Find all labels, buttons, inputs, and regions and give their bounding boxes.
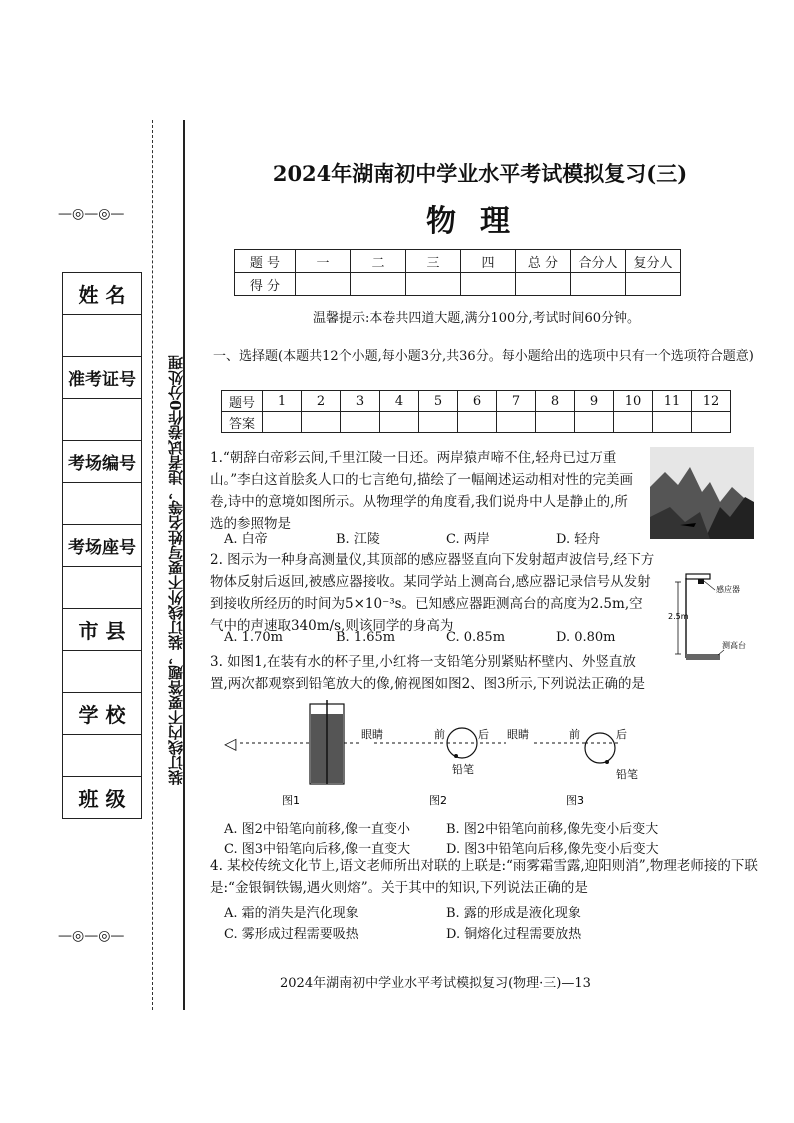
- score-header: 二: [351, 250, 406, 273]
- answer-cell[interactable]: [692, 412, 731, 433]
- svg-text:◁: ◁: [224, 734, 237, 753]
- seat-field[interactable]: [63, 567, 142, 609]
- q4-option-a[interactable]: A. 霜的消失是汽化现象: [224, 906, 359, 921]
- room-field[interactable]: [63, 483, 142, 525]
- name-field[interactable]: [63, 315, 142, 357]
- page-title: 2024年湖南初中学业水平考试模拟复习(三): [272, 161, 688, 186]
- answer-cell[interactable]: [614, 412, 653, 433]
- city-field[interactable]: [63, 651, 142, 693]
- answer-row-label: 答案: [222, 412, 263, 433]
- score-header: 三: [406, 250, 461, 273]
- answer-question-number: 10: [614, 391, 653, 412]
- q3-front-label-2: 前: [434, 728, 445, 741]
- answer-question-number: 12: [692, 391, 731, 412]
- q2-option-c[interactable]: C. 0.85m: [446, 630, 506, 645]
- school-label: 学 校: [63, 693, 142, 735]
- answer-cell[interactable]: [497, 412, 536, 433]
- answer-cell[interactable]: [263, 412, 302, 433]
- section-heading: 一、选择题(本题共12个小题,每小题3分,共36分。每小题给出的选项中只有一个选项符合题意): [213, 349, 754, 364]
- answer-cell[interactable]: [536, 412, 575, 433]
- exam-tip: 温馨提示:本卷共四道大题,满分100分,考试时间60分钟。: [313, 311, 640, 326]
- score-header: 合分人: [571, 250, 626, 273]
- q3-option-a[interactable]: A. 图2中铅笔向前移,像一直变小: [224, 822, 411, 837]
- class-label: 班 级: [63, 777, 142, 819]
- score-header: 总 分: [516, 250, 571, 273]
- q3-fig1-label: 图1: [282, 794, 300, 807]
- answer-cell[interactable]: [458, 412, 497, 433]
- city-label: 市 县: [63, 609, 142, 651]
- seat-label: 考场座号: [63, 525, 142, 567]
- score-cell[interactable]: [296, 273, 351, 296]
- answer-question-number: 6: [458, 391, 497, 412]
- score-cell[interactable]: [461, 273, 516, 296]
- answer-header-label: 题号: [222, 391, 263, 412]
- q3-back-label-3: 后: [616, 728, 627, 741]
- score-table: [234, 249, 681, 296]
- q3-figures: [224, 696, 664, 811]
- score-header: 题 号: [235, 250, 296, 273]
- q3-pencil-label-2: 铅笔: [452, 763, 474, 776]
- score-header: 一: [296, 250, 351, 273]
- q3-option-d[interactable]: D. 图3中铅笔向后移,像先变小后变大: [446, 842, 659, 857]
- score-cell[interactable]: [626, 273, 681, 296]
- q1-option-c[interactable]: C. 两岸: [446, 532, 490, 547]
- score-cell[interactable]: [406, 273, 461, 296]
- answer-cell[interactable]: [653, 412, 692, 433]
- q2-sensor-label: 感应器: [716, 585, 740, 594]
- answer-question-number: 2: [302, 391, 341, 412]
- q2-option-b[interactable]: B. 1.65m: [336, 630, 396, 645]
- q4-option-b[interactable]: B. 露的形成是液化现象: [446, 906, 581, 921]
- candidate-info-table: [62, 272, 142, 819]
- school-field[interactable]: [63, 735, 142, 777]
- name-label: 姓 名: [63, 273, 142, 315]
- page-footer: 2024年湖南初中学业水平考试模拟复习(物理·三)—13: [280, 976, 591, 991]
- q3-eye-label-2: 眼睛: [507, 728, 529, 741]
- question-2: 2. 图示为一种身高测量仪,其顶部的感应器竖直向下发射超声波信号,经下方物体反射后返回,被感应器接收。某同学站上测高台,感应器记录信号从发射到接收所经历的时间为5×10⁻³s。已知感应器距测高台的高度为2.5m,空气中的声速取340m/s,则该同学的身高为: [210, 552, 655, 634]
- room-label: 考场编号: [63, 441, 142, 483]
- q1-option-d[interactable]: D. 轻舟: [556, 532, 601, 547]
- q3-fig2-label: 图2: [429, 794, 447, 807]
- exam-id-label: 准考证号: [63, 357, 142, 399]
- answer-question-number: 5: [419, 391, 458, 412]
- question-1: 1.“朝辞白帝彩云间,千里江陵一日还。两岸猿声啼不住,轻舟已过万重山。”李白这首脍炙人口的七言绝句,描绘了一幅阐述运动相对性的完美画卷,诗中的意境如图所示。从物理学的角度看,我们说舟中人是静止的,所选的参照物是: [210, 450, 633, 532]
- binding-rings-bottom: —◎—◎—: [58, 928, 125, 944]
- q1-option-b[interactable]: B. 江陵: [336, 532, 380, 547]
- answer-question-number: 3: [341, 391, 380, 412]
- answer-cell[interactable]: [302, 412, 341, 433]
- question-3: 3. 如图1,在装有水的杯子里,小红将一支铅笔分别紧贴杯壁内、外竖直放置,两次都观察到铅笔放大的像,俯视图如图2、图3所示,下列说法正确的是: [210, 654, 646, 692]
- q4-option-d[interactable]: D. 铜熔化过程需要放热: [446, 927, 582, 942]
- answer-question-number: 9: [575, 391, 614, 412]
- q2-height-gauge-figure: [668, 572, 768, 664]
- answer-question-number: 7: [497, 391, 536, 412]
- score-header: 复分人: [626, 250, 681, 273]
- binding-rings-top: —◎—◎—: [58, 206, 125, 222]
- score-cell[interactable]: [516, 273, 571, 296]
- seal-line-notice: 装订线内不要答题，装订线外不要写姓名等，违者试卷作0分处理: [167, 355, 185, 786]
- answer-table: [221, 390, 731, 433]
- q3-pencil-label-3: 铅笔: [616, 768, 638, 781]
- question-4: 4. 某校传统文化节上,语文老师所出对联的上联是:“雨雾霜雪露,迎阳则消”,物理老师接的下联是:“金银铜铁锡,遇火则熔”。关于其中的知识,下列说法正确的是: [210, 858, 758, 896]
- answer-cell[interactable]: [419, 412, 458, 433]
- q3-back-label-2: 后: [478, 728, 489, 741]
- q2-option-a[interactable]: A. 1.70m: [224, 630, 283, 645]
- score-row-label: 得 分: [235, 273, 296, 296]
- q2-height-label: 2.5m: [668, 612, 689, 621]
- q1-option-a[interactable]: A. 白帝: [224, 532, 268, 547]
- q3-eye-label-1: 眼睛: [361, 728, 383, 741]
- answer-cell[interactable]: [341, 412, 380, 433]
- q3-option-c[interactable]: C. 图3中铅笔向后移,像一直变大: [224, 842, 411, 857]
- answer-question-number: 11: [653, 391, 692, 412]
- answer-cell[interactable]: [575, 412, 614, 433]
- score-cell[interactable]: [571, 273, 626, 296]
- exam-id-field[interactable]: [63, 399, 142, 441]
- q3-fig3-label: 图3: [566, 794, 584, 807]
- cut-line: [152, 120, 153, 1010]
- answer-question-number: 8: [536, 391, 575, 412]
- score-cell[interactable]: [351, 273, 406, 296]
- q1-landscape-image: [650, 447, 754, 539]
- answer-question-number: 1: [263, 391, 302, 412]
- subject-title: 物理: [426, 204, 534, 239]
- q3-front-label-3: 前: [569, 728, 580, 741]
- q2-option-d[interactable]: D. 0.80m: [556, 630, 616, 645]
- q4-option-c[interactable]: C. 雾形成过程需要吸热: [224, 927, 359, 942]
- answer-cell[interactable]: [380, 412, 419, 433]
- q2-platform-label: 测高台: [722, 641, 746, 650]
- score-header: 四: [461, 250, 516, 273]
- q3-option-b[interactable]: B. 图2中铅笔向前移,像先变小后变大: [446, 822, 659, 837]
- answer-question-number: 4: [380, 391, 419, 412]
